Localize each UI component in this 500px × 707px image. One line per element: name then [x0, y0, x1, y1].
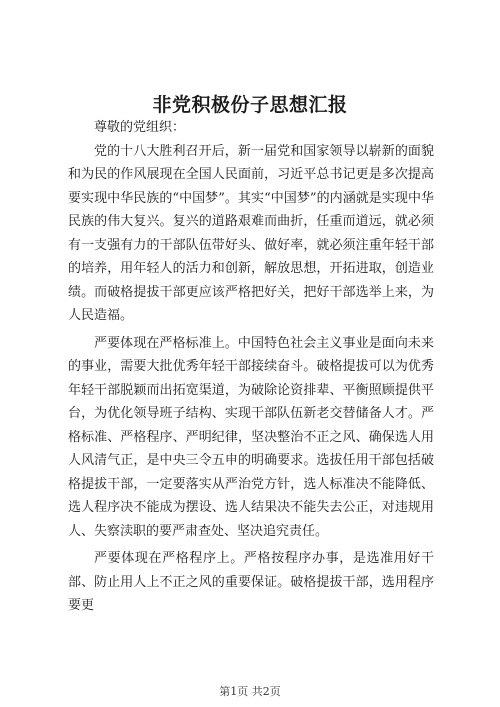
document-body: [68, 116, 434, 622]
document-title: 非党积极份子思想汇报: [152, 94, 348, 116]
page-footer: 第1页 共2页: [219, 685, 281, 698]
paragraph-3: 严要体现在严格程序上。严格按程序办事，是选准用好干部、防止用人上不正之风的重要保证。破格提拔干部，选用程序要更: [68, 551, 434, 613]
paragraph-2: 严要体现在严格标准上。中国特色社会主义事业是面向未来的事业，需要大批优秀年轻干部接续奋斗。破格提拔可以为优秀年轻干部脱颖而出拓宽渠道，为破除论资排辈、平衡照顾提供平台，为优化领导班子结构、实现干部队伍新老交替储备人才。严格标准、严格程序、严明纪律，坚决整治不正之风、确保选人用人风清气正，是中央三令五申的明确要求。选拔任用干部包括破格提拔干部，一定要落实从严治党方针，选人标准决不能降低、选人程序决不能成为摆设、选人结果决不能失去公正，对违规用人、失察渎职的要严肃查处、坚决追究责任。: [68, 335, 434, 539]
paragraph-1: 党的十八大胜利召开后，新一届党和国家领导以崭新的面貌和为民的作风展现在全国人民面前，习近平总书记更是多次提高要实现中华民族的“中国梦”。其实“中国梦”的内涵就是实现中华民族的伟大复兴。复兴的道路艰难而曲折，任重而道远，就必须有一支强有力的干部队伍带好头、做好率，就必须注重年轻干部的培养，用年轻人的活力和创新，解放思想，开拓进取，创造业绩。而破格提拔干部更应该严格把好关，把好干部选举上来，为人民造福。: [68, 143, 434, 323]
salutation: 尊敬的党组织：: [94, 120, 186, 135]
